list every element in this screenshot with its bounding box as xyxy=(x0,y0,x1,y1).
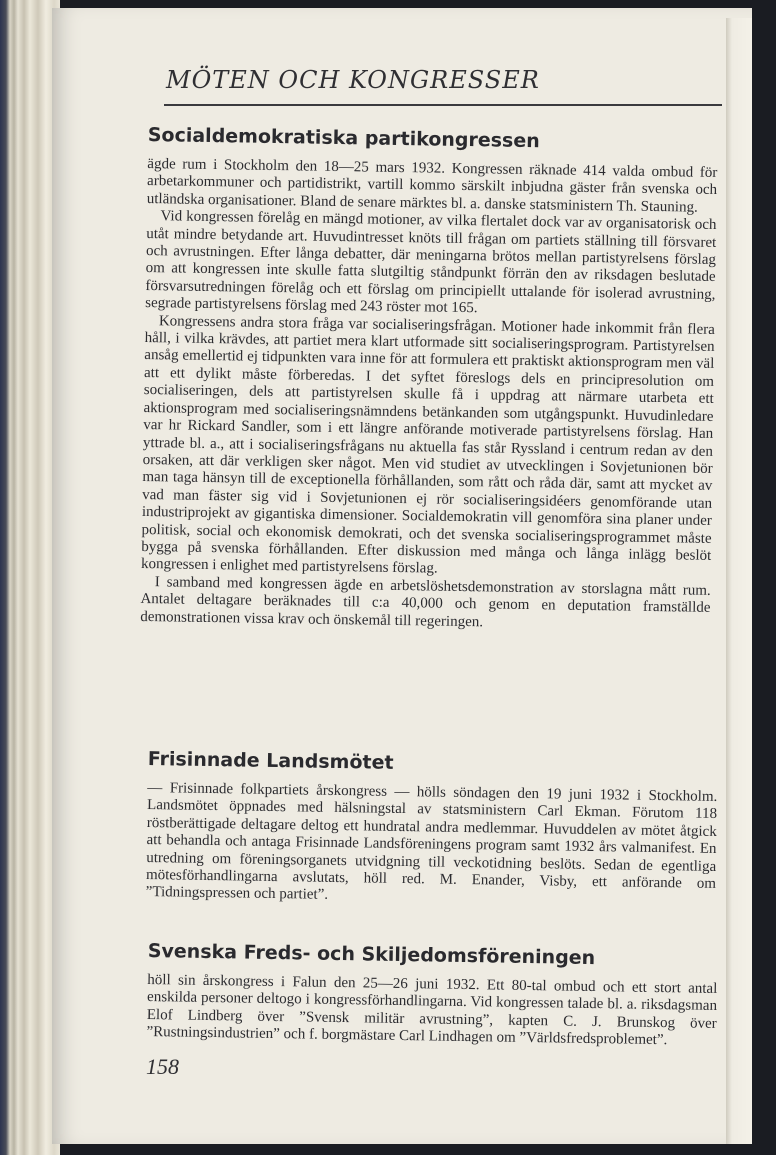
article-title: Frisinnade Landsmötet xyxy=(147,748,394,774)
article-liberal-national-meeting xyxy=(146,748,718,911)
section-header: MÖTEN OCH KONGRESSER xyxy=(166,66,540,94)
page-number: 158 xyxy=(146,1054,179,1079)
article-title: Svenska Freds- och Skiljedomsföreningen xyxy=(147,940,596,970)
article-paragraph: ägde rum i Stockholm den 18—25 mars 1932. Kongressen räknade 414 valda ombud för arbetarkommuner och partidistrikt, vartill kommo särskilt inbjudna gäster från svenska och utländska organisationer. Bland de senare märktes bl. a. danske statsministern Th. Stauning. xyxy=(146,155,718,216)
article-paragraph: höll sin årskongress i Falun den 25—26 juni 1932. Ett 80-tal ombud och ett stort antal enskilda personer deltogo i kongressförhandlingarna. Vid kongressen talade bl. a. riksdagsman Elof Lindberg över ”Svensk militär avrustning”, kapten C. J. Brunskog över ”Rustningsindustrien” och f. borgmästare Carl Lindhagen om ”Världsfredsproblemet”. xyxy=(146,971,718,1049)
article-title: Socialdemokratiska partikongressen xyxy=(147,124,540,153)
facing-page-edge xyxy=(726,18,752,1144)
book-page xyxy=(52,8,752,1144)
article-paragraph: Vid kongressen förelåg en mängd motioner, av vilka flertalet dock var av organisatorisk och utåt mindre betydande art. Huvudintresset knöts till frågan om partiets ställning till försvaret och avrustningen. Efter långa debatter, där meningarna brötos mellan partistyrelsens förslag om att kongressen inte skulle fatta slutgiltig ståndpunkt förrän den av riksdagen beslutade försvarsutredningen förelåg och ett förslag om principiellt uttalande för isolerad avrustning, segrade partistyrelsens förslag med 243 röster mot 165. xyxy=(145,208,717,317)
page-stack-edge xyxy=(0,0,60,1155)
article-peace-arbitration-society xyxy=(146,940,718,1051)
article-paragraph: I samband med kongressen ägde en arbetslöshetsdemonstration av storslagna mått rum. Antalet deltagare beräknades till c:a 40,000 och genom en deputation framställde demonstrationen vissa krav och önskemål till regeringen. xyxy=(140,573,711,630)
header-rule xyxy=(164,104,722,106)
article-paragraph: — Frisinnade folkpartiets årskongress — hölls söndagen den 19 juni 1932 i Stockholm. Landsmötet öppnades med hälsningstal av statsministern Carl Ekman. Förutom 118 röstberättigade deltagare deltog ett hundratal andra medlemmar. Huvuddelen av mötet åtgick att behandla och antaga Frisinnade Landsföreningens program samt 1932 års valmanifest. En utredning om föreningsorganets utvidgning till veckotidning beslöts. Sedan de egentliga mötesförhandlingarna avslutats, höll red. M. Enander, Visby, ett anförande om ”Tidningspressen och partiet”. xyxy=(145,779,718,904)
article-social-democratic-congress xyxy=(140,124,718,635)
article-paragraph: Kongressens andra stora fråga var socialiseringsfrågan. Motioner hade inkommit från flera håll, i vilka krävdes, att partiet mera klart utformade sitt socialiseringsprogram. Partistyrelsen ansåg emellertid ej tidpunkten vara inne för att formulera ett praktiskt aktionsprogram men väl att ett dylikt måste förberedas. I det syftet föreslogs dels en principresolution om socialiseringen, dels att partistyrelsen skulle få i uppdrag att närmare utarbeta ett aktionsprogram med socialiseringsnämndens betänkanden som utgångspunkt. Huvudinledare var hr Rickard Sandler, som i ett längre anförande motiverade partistyrelsens förslag. Han yttrade bl. a., att i socialiseringsfrågans nu aktuella fas står Ryssland i centrum redan av den orsaken, att där verkligen sker något. Men vid studiet av utvecklingen i Sovjetunionen bör man taga hänsyn till de exceptionella förhållanden, som rått och råda där, samt att mycket av vad man fäster sig vid i Sovjetunionen ej rör socialiseringsidéers genomförande utan industriprojekt av gigantiska dimensioner. Socialdemokratin vill genomföra sina planer under politisk, social och ekonomisk demokrati, och det svenska socialiseringsprogrammet måste bygga på svenska förhållanden. Efter diskussion med många och långa inlägg beslöt kongressen i enlighet med partistyrelsens förslag. xyxy=(140,312,715,577)
